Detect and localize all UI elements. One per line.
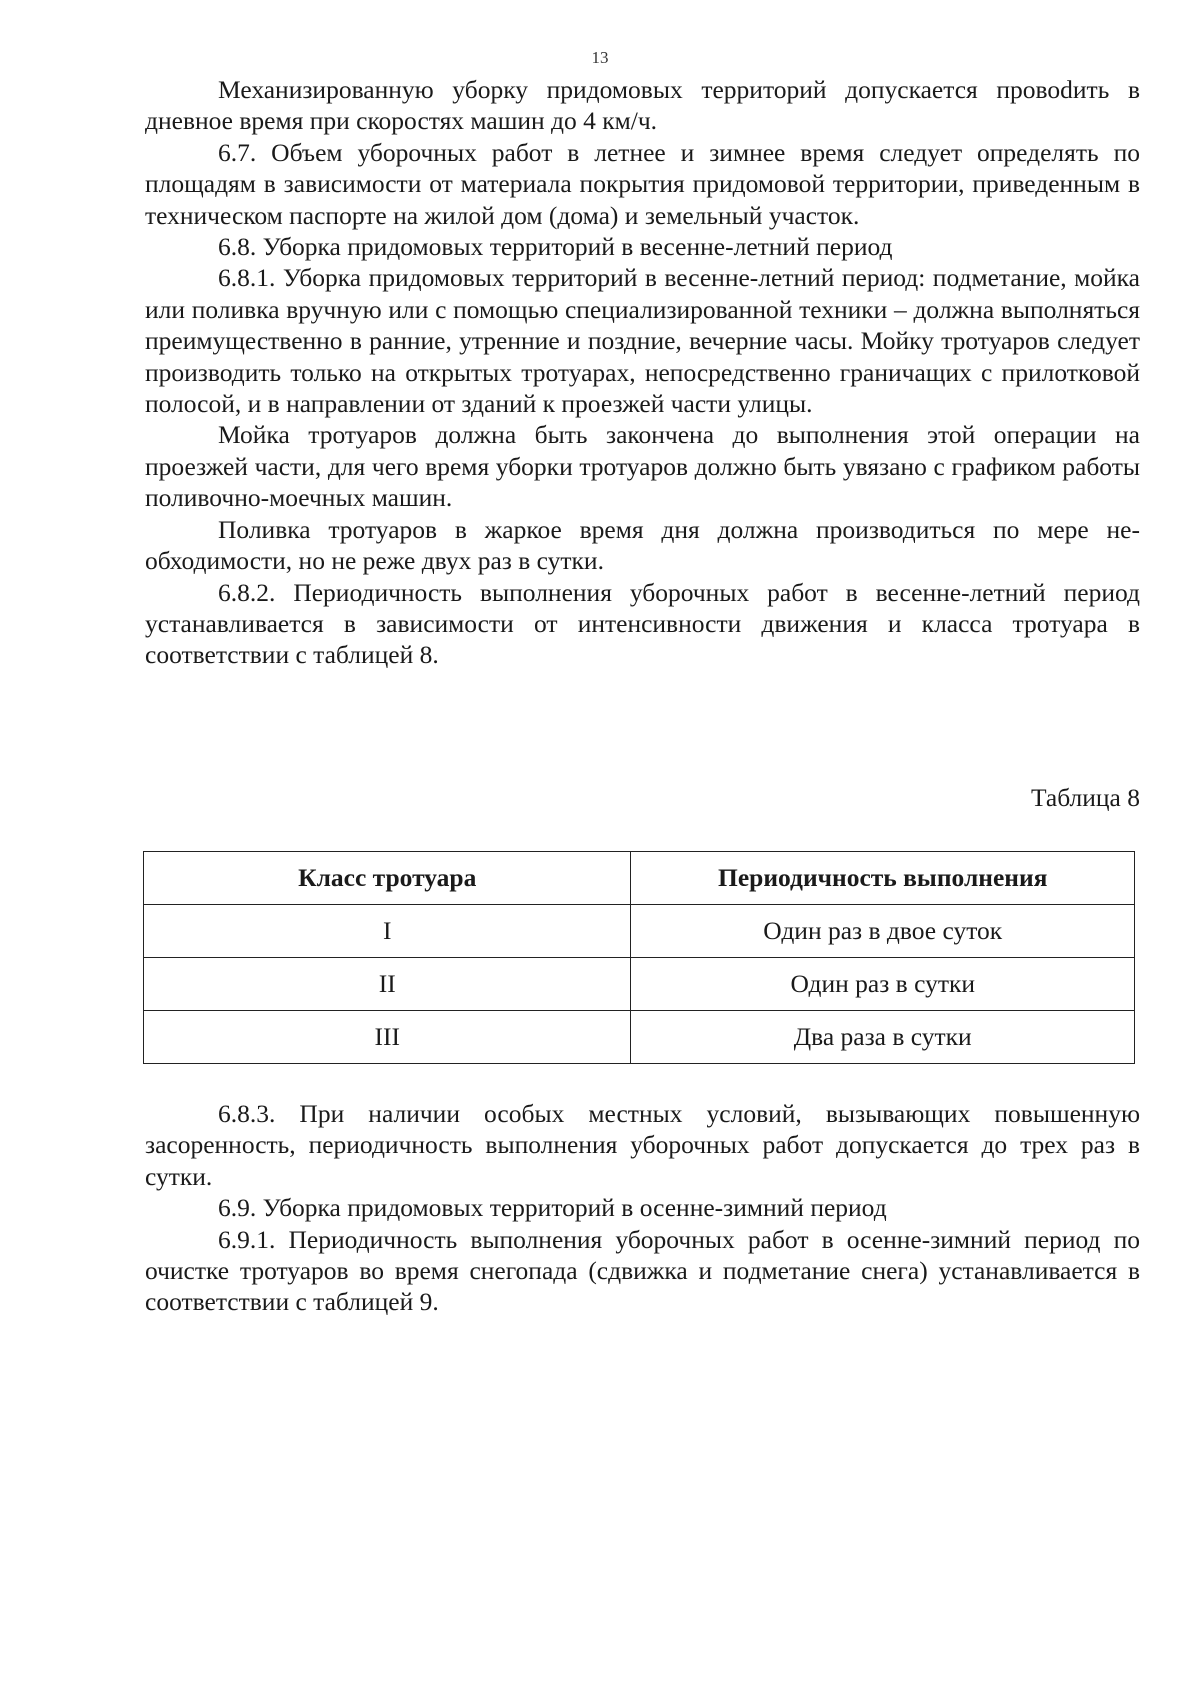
paragraph: 6.9.1. Периодичность выполнения уборочных работ в осенне-зимний период по очистке тротуаров во время снегопада (сдвижка и подметание снега) устанавливается в соответствии с таблицей 9.: [145, 1224, 1140, 1317]
paragraph: 6.8.1. Уборка придомовых территорий в весенне-летний период: подметание, мойка или поливка вручную или с помощью специализированной техники – должна выполняться преимущественно в ранние, утренние и поздние, вечерние часы. Мойку тротуаров следует производить только на открытых тротуарах, непосредственно граничащих с прилотковой полосой, и в направлении от зданий к проезжей части улицы.: [145, 263, 1140, 419]
section-heading: 6.8. Уборка придомовых территорий в весенне-летний период: [218, 232, 893, 262]
table-row: [144, 958, 1135, 1011]
cell-frequency: Один раз в сутки: [631, 958, 1135, 1011]
paragraph: Поливка тротуаров в жаркое время дня должна производиться по мере необходимости, но не реже двух раз в сутки.: [145, 514, 1140, 576]
cell-frequency: Два раза в сутки: [631, 1011, 1135, 1064]
page-number: 13: [591, 48, 609, 67]
section-heading: 6.9. Уборка придомовых территорий в осенне-зимний период: [218, 1193, 887, 1223]
paragraph: 6.7. Объем уборочных работ в летнее и зимнее время следует определять по площадям в зависимости от материала покрытия придомовой территории, приведенным в техническом паспорте на жилой дом (дома) и земельный участок.: [145, 137, 1140, 230]
paragraph: Механизированную уборку придомовых территорий допускается провоdить в дневное время при скоростях машин до 4 км/ч.: [145, 75, 1140, 136]
cell-class: III: [144, 1011, 631, 1064]
body-text-top: [145, 74, 1140, 671]
header-frequency: Периодичность выполнения: [631, 852, 1135, 905]
paragraph: 6.8.3. При наличии особых местных условий, вызывающих повышенную засоренность, периодичность выполнения уборочных работ допускается до трех раз в сутки.: [145, 1099, 1140, 1191]
body-text-bottom: [145, 1098, 1140, 1318]
sidewalk-class-table: [143, 851, 1135, 1064]
cell-frequency: Один раз в двое суток: [631, 905, 1135, 958]
cell-class: II: [144, 958, 631, 1011]
table-caption: Таблица 8: [1030, 783, 1140, 812]
table-row: [144, 905, 1135, 958]
table-header-row: [144, 852, 1135, 905]
header-sidewalk-class: Класс тротуара: [144, 852, 631, 905]
paragraph: 6.8.2. Периодичность выполнения уборочных работ в весенне-летний период устанавливается в зависимости от интенсивности движения и класса тротуара в соответствии с таблицей 8.: [145, 577, 1140, 670]
table-row: [144, 1011, 1135, 1064]
cell-class: I: [144, 905, 631, 958]
paragraph: Мойка тротуаров должна быть закончена до выполнения этой операции на проезжей части, для чего время уборки тротуаров должно быть увязано с графиком работы поливочно-моечных машин.: [145, 420, 1140, 513]
